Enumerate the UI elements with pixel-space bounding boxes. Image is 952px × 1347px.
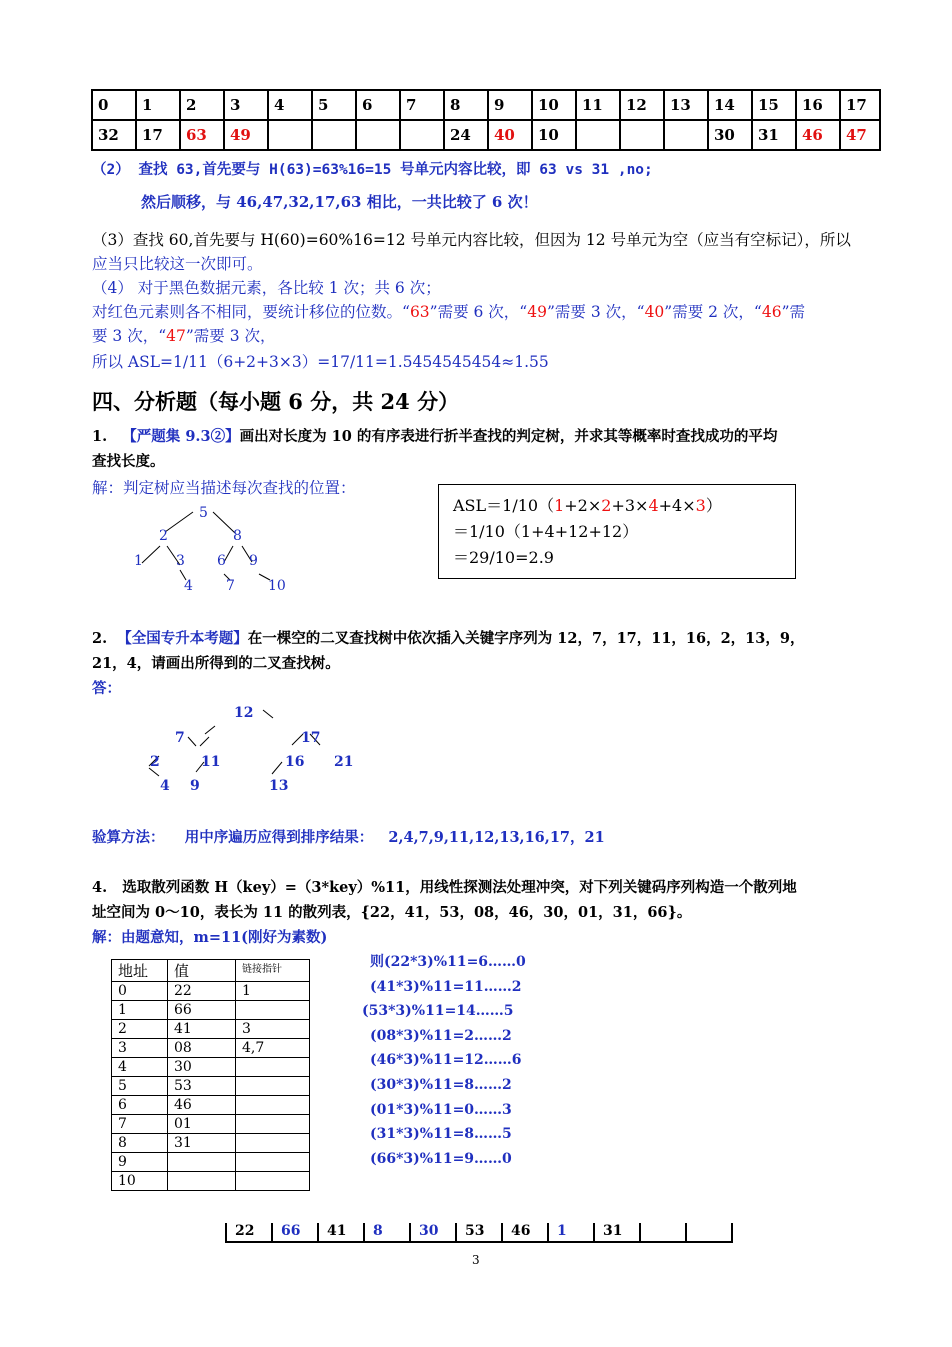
hash-index-cell: 10 bbox=[532, 90, 576, 120]
hash-index-cell: 6 bbox=[356, 90, 400, 120]
bst-node: 9 bbox=[190, 778, 200, 794]
hash-index-cell: 14 bbox=[708, 90, 752, 120]
hash-value-cell bbox=[620, 120, 664, 150]
hash-index-cell: 1 bbox=[136, 90, 180, 120]
hash-value-cell: 10 bbox=[532, 120, 576, 150]
header-link: 链接指针 bbox=[236, 960, 310, 982]
row-address: 8 bbox=[112, 1134, 168, 1153]
hash-result-cell: 8 bbox=[364, 1223, 410, 1242]
hash-value-cell bbox=[576, 120, 620, 150]
part4-line1: （4） 对于黑色数据元素，各比较 1 次；共 6 次； bbox=[92, 279, 441, 297]
hash-value-cell bbox=[400, 120, 444, 150]
hash-value-cell: 17 bbox=[136, 120, 180, 150]
address-table-row bbox=[112, 1039, 310, 1058]
row-link: 4,7 bbox=[236, 1039, 310, 1058]
part4-line2: 对红色元素则各不相同，要统计移位的位数。“63”需要 6 次，“49”需要 3 次，“40”需要 2 次，“46”需 bbox=[92, 303, 806, 321]
tree1-node: 2 bbox=[159, 528, 168, 544]
row-address: 5 bbox=[112, 1077, 168, 1096]
row-value: 41 bbox=[168, 1020, 236, 1039]
part2-line2: 然后顺移，与 46,47,32,17,63 相比，一共比较了 6 次！ bbox=[141, 193, 538, 211]
row-address: 4 bbox=[112, 1058, 168, 1077]
bst-node: 17 bbox=[301, 730, 321, 746]
hash-result-cell: 53 bbox=[456, 1223, 502, 1242]
hash-result-row bbox=[225, 1223, 733, 1243]
hash-value-row bbox=[92, 120, 880, 150]
asl-box bbox=[438, 484, 796, 579]
hash-index-cell: 12 bbox=[620, 90, 664, 120]
hash-value-cell: 63 bbox=[180, 120, 224, 150]
hash-index-row bbox=[92, 90, 880, 120]
hash-result-cell: 30 bbox=[410, 1223, 456, 1242]
hash-result-cell: 66 bbox=[272, 1223, 318, 1242]
calc-line: (30*3)%11=8……2 bbox=[370, 1076, 512, 1093]
row-link bbox=[236, 1096, 310, 1115]
hash-result-cells bbox=[226, 1223, 732, 1242]
address-table-row bbox=[112, 982, 310, 1001]
row-value bbox=[168, 1153, 236, 1172]
hash-index-cell: 2 bbox=[180, 90, 224, 120]
tree1-node: 6 bbox=[217, 553, 226, 569]
hash-table bbox=[91, 89, 881, 151]
bst-node: 21 bbox=[334, 754, 354, 770]
hash-result-cell: 41 bbox=[318, 1223, 364, 1242]
calc-line: (46*3)%11=12……6 bbox=[370, 1052, 522, 1069]
tree1-node: 3 bbox=[176, 553, 185, 569]
bst-node: 2 bbox=[150, 754, 160, 770]
header-address: 地址 bbox=[112, 960, 168, 982]
hash-value-cell: 47 bbox=[840, 120, 880, 150]
calc-line: (53*3)%11=14……5 bbox=[362, 1003, 514, 1020]
address-table bbox=[111, 959, 310, 1191]
calc-line: (01*3)%11=0……3 bbox=[370, 1101, 512, 1118]
calc-line: (08*3)%11=2……2 bbox=[370, 1027, 512, 1044]
row-link bbox=[236, 1172, 310, 1191]
row-address: 9 bbox=[112, 1153, 168, 1172]
hash-value-cell: 49 bbox=[224, 120, 268, 150]
bst-node: 7 bbox=[175, 730, 185, 746]
row-link bbox=[236, 1115, 310, 1134]
address-table-row bbox=[112, 1058, 310, 1077]
row-address: 0 bbox=[112, 982, 168, 1001]
bst-node: 4 bbox=[160, 778, 170, 794]
hash-result-cell: 22 bbox=[226, 1223, 272, 1242]
hash-result-cell: 31 bbox=[594, 1223, 640, 1242]
part3-line2: 应当只比较这一次即可。 bbox=[92, 255, 263, 273]
bst-node: 12 bbox=[234, 705, 254, 721]
row-value: 46 bbox=[168, 1096, 236, 1115]
q1-text2: 查找长度。 bbox=[92, 453, 165, 470]
row-address: 7 bbox=[112, 1115, 168, 1134]
row-value: 01 bbox=[168, 1115, 236, 1134]
row-address: 3 bbox=[112, 1039, 168, 1058]
q4-text: 4. 选取散列函数 H（key）=（3*key）%11，用线性探测法处理冲突，对下列关键码序列构造一个散列地 bbox=[92, 879, 797, 896]
part4-line3: 要 3 次，“47”需要 3 次， bbox=[92, 327, 276, 345]
bst-tree-lines bbox=[140, 700, 370, 795]
row-value: 08 bbox=[168, 1039, 236, 1058]
hash-index-cell: 8 bbox=[444, 90, 488, 120]
q2-text: 2. 【全国专升本考题】在一棵空的二叉查找树中依次插入关键字序列为 12，7，17，11，16，2，13，9， bbox=[92, 630, 805, 647]
q2-verify: 验算方法： 用中序遍历应得到排序结果： 2,4,7,9,11,12,13,16,17，21 bbox=[92, 829, 605, 846]
hash-index-cell: 3 bbox=[224, 90, 268, 120]
tree1-node: 8 bbox=[233, 528, 242, 544]
row-link bbox=[236, 1134, 310, 1153]
address-table-row bbox=[112, 1115, 310, 1134]
calc-line: 则(22*3)%11=6……0 bbox=[370, 954, 526, 970]
part2-line1: （2） 查找 63,首先要与 H(63)=63%16=15 号单元内容比较，即 63 vs 31 ,no; bbox=[92, 162, 653, 178]
asl-line3: ＝29/10=2.9 bbox=[453, 548, 554, 567]
hash-result-cell bbox=[686, 1223, 732, 1242]
row-link bbox=[236, 1077, 310, 1096]
hash-index-cell: 15 bbox=[752, 90, 796, 120]
tree1-node: 4 bbox=[184, 578, 193, 594]
q2-text2: 21，4，请画出所得到的二叉查找树。 bbox=[92, 655, 340, 672]
hash-value-cell: 46 bbox=[796, 120, 840, 150]
part3-line1: （3）查找 60,首先要与 H(60)=60%16=12 号单元内容比较，但因为 12 号单元为空（应当有空标记），所以 bbox=[92, 231, 851, 249]
hash-index-cell: 7 bbox=[400, 90, 444, 120]
address-table-row bbox=[112, 1172, 310, 1191]
page-number: 3 bbox=[472, 1253, 480, 1267]
decision-tree-lines bbox=[120, 500, 320, 600]
hash-index-cell: 5 bbox=[312, 90, 356, 120]
hash-result-cell: 1 bbox=[548, 1223, 594, 1242]
calc-line: (41*3)%11=11……2 bbox=[370, 978, 522, 995]
q4-answer: 解：由题意知，m=11(刚好为素数) bbox=[92, 929, 328, 946]
hash-value-cell: 32 bbox=[92, 120, 136, 150]
part4-line4: 所以 ASL=1/11（6+2+3×3）=17/11=1.5454545454≈1.55 bbox=[92, 353, 549, 371]
row-link: 1 bbox=[236, 982, 310, 1001]
hash-index-cell: 13 bbox=[664, 90, 708, 120]
hash-value-cell: 30 bbox=[708, 120, 752, 150]
hash-value-cell: 40 bbox=[488, 120, 532, 150]
row-link bbox=[236, 1058, 310, 1077]
row-link bbox=[236, 1153, 310, 1172]
tree1-node: 7 bbox=[226, 578, 235, 594]
hash-index-cell: 0 bbox=[92, 90, 136, 120]
row-address: 1 bbox=[112, 1001, 168, 1020]
hash-value-cell: 24 bbox=[444, 120, 488, 150]
tree1-node: 1 bbox=[134, 553, 143, 569]
hash-value-cell bbox=[268, 120, 312, 150]
tree1-node: 9 bbox=[249, 553, 258, 569]
q1-answer: 解：判定树应当描述每次查找的位置： bbox=[92, 479, 356, 497]
bst-node: 11 bbox=[201, 754, 221, 770]
hash-index-cell: 4 bbox=[268, 90, 312, 120]
hash-index-cell: 11 bbox=[576, 90, 620, 120]
address-table-row bbox=[112, 1020, 310, 1039]
row-address: 10 bbox=[112, 1172, 168, 1191]
row-address: 6 bbox=[112, 1096, 168, 1115]
tree1-node: 5 bbox=[199, 505, 208, 521]
q1-text: 1. 【严题集 9.3②】画出对长度为 10 的有序表进行折半查找的判定树，并求其等概率时查找成功的平均 bbox=[92, 428, 778, 445]
hash-index-cell: 17 bbox=[840, 90, 880, 120]
asl-line1: ASL＝1/10（1+2×2+3×4+4×3） bbox=[453, 496, 722, 515]
hash-value-cell bbox=[312, 120, 356, 150]
address-table-row bbox=[112, 1077, 310, 1096]
hash-value-cell: 31 bbox=[752, 120, 796, 150]
q2-answer: 答： bbox=[92, 680, 121, 697]
row-link bbox=[236, 1001, 310, 1020]
bst-node: 16 bbox=[285, 754, 305, 770]
row-link: 3 bbox=[236, 1020, 310, 1039]
row-value: 53 bbox=[168, 1077, 236, 1096]
row-value bbox=[168, 1172, 236, 1191]
calc-line: (31*3)%11=8……5 bbox=[370, 1126, 512, 1143]
calc-list bbox=[362, 950, 526, 1171]
calc-line: (66*3)%11=9……0 bbox=[370, 1150, 512, 1167]
address-table-row bbox=[112, 1096, 310, 1115]
hash-value-cell bbox=[664, 120, 708, 150]
tree1-node: 10 bbox=[268, 578, 286, 594]
hash-index-cell: 9 bbox=[488, 90, 532, 120]
row-value: 22 bbox=[168, 982, 236, 1001]
bst-node: 13 bbox=[269, 778, 289, 794]
hash-index-cell: 16 bbox=[796, 90, 840, 120]
q4-text2: 址空间为 0～10，表长为 11 的散列表，{22，41，53，08，46，30，01，31，66}。 bbox=[92, 904, 692, 921]
header-value: 值 bbox=[168, 960, 236, 982]
row-address: 2 bbox=[112, 1020, 168, 1039]
row-value: 31 bbox=[168, 1134, 236, 1153]
address-table-header bbox=[112, 960, 310, 982]
hash-result-cell: 46 bbox=[502, 1223, 548, 1242]
address-table-row bbox=[112, 1134, 310, 1153]
hash-value-cell bbox=[356, 120, 400, 150]
row-value: 30 bbox=[168, 1058, 236, 1077]
address-table-row bbox=[112, 1001, 310, 1020]
address-table-row bbox=[112, 1153, 310, 1172]
section-title: 四、分析题（每小题 6 分，共 24 分） bbox=[92, 389, 460, 414]
asl-line2: ＝1/10（1+4+12+12） bbox=[453, 522, 639, 541]
hash-result-cell bbox=[640, 1223, 686, 1242]
row-value: 66 bbox=[168, 1001, 236, 1020]
